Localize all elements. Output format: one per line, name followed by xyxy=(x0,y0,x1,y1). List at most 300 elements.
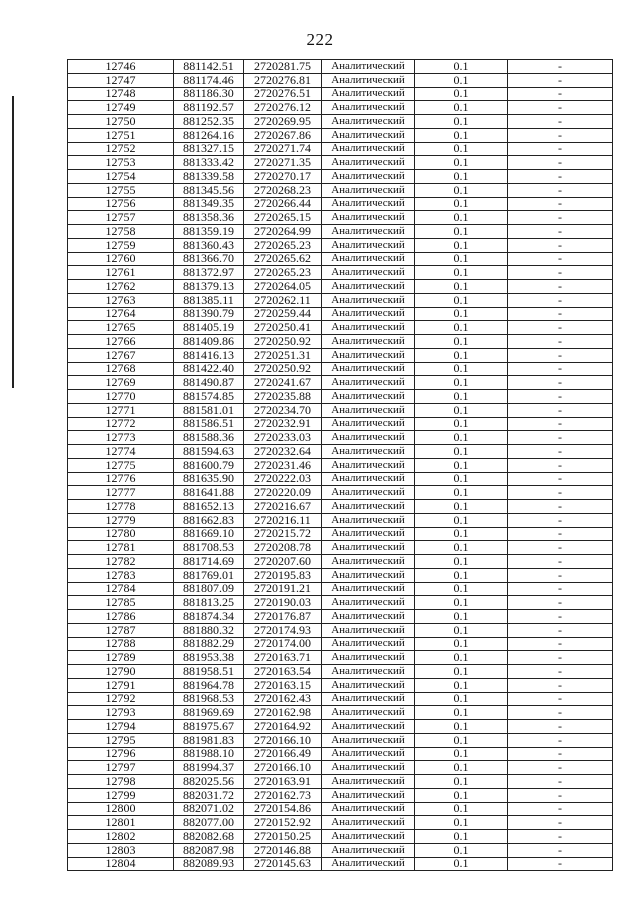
y-coordinate-cell: 2720250.41 xyxy=(244,321,322,335)
note-cell: - xyxy=(508,802,613,816)
method-cell: Аналитический xyxy=(322,843,415,857)
accuracy-cell: 0.1 xyxy=(415,252,508,266)
y-coordinate-cell: 2720234.70 xyxy=(244,403,322,417)
x-coordinate-cell: 881968.53 xyxy=(174,692,244,706)
point-number-cell: 12768 xyxy=(68,362,174,376)
y-coordinate-cell: 2720162.73 xyxy=(244,788,322,802)
note-cell: - xyxy=(508,527,613,541)
note-cell: - xyxy=(508,857,613,871)
method-cell: Аналитический xyxy=(322,431,415,445)
note-cell: - xyxy=(508,73,613,87)
method-cell: Аналитический xyxy=(322,403,415,417)
x-coordinate-cell: 882071.02 xyxy=(174,802,244,816)
point-number-cell: 12784 xyxy=(68,582,174,596)
point-number-cell: 12759 xyxy=(68,238,174,252)
table-row xyxy=(68,73,613,87)
x-coordinate-cell: 881366.70 xyxy=(174,252,244,266)
x-coordinate-cell: 881339.58 xyxy=(174,170,244,184)
method-cell: Аналитический xyxy=(322,458,415,472)
x-coordinate-cell: 881994.37 xyxy=(174,761,244,775)
y-coordinate-cell: 2720174.00 xyxy=(244,637,322,651)
table-row xyxy=(68,637,613,651)
x-coordinate-cell: 881594.63 xyxy=(174,445,244,459)
x-coordinate-cell: 881714.69 xyxy=(174,555,244,569)
point-number-cell: 12748 xyxy=(68,87,174,101)
note-cell: - xyxy=(508,252,613,266)
accuracy-cell: 0.1 xyxy=(415,321,508,335)
x-coordinate-cell: 881345.56 xyxy=(174,183,244,197)
method-cell: Аналитический xyxy=(322,775,415,789)
table-row xyxy=(68,775,613,789)
method-cell: Аналитический xyxy=(322,802,415,816)
point-number-cell: 12763 xyxy=(68,293,174,307)
y-coordinate-cell: 2720276.51 xyxy=(244,87,322,101)
accuracy-cell: 0.1 xyxy=(415,513,508,527)
table-row xyxy=(68,747,613,761)
y-coordinate-cell: 2720259.44 xyxy=(244,307,322,321)
accuracy-cell: 0.1 xyxy=(415,568,508,582)
note-cell: - xyxy=(508,403,613,417)
y-coordinate-cell: 2720264.05 xyxy=(244,280,322,294)
note-cell: - xyxy=(508,266,613,280)
note-cell: - xyxy=(508,843,613,857)
x-coordinate-cell: 881333.42 xyxy=(174,156,244,170)
y-coordinate-cell: 2720174.93 xyxy=(244,623,322,637)
point-number-cell: 12766 xyxy=(68,335,174,349)
accuracy-cell: 0.1 xyxy=(415,610,508,624)
x-coordinate-cell: 881490.87 xyxy=(174,376,244,390)
method-cell: Аналитический xyxy=(322,183,415,197)
point-number-cell: 12797 xyxy=(68,761,174,775)
point-number-cell: 12795 xyxy=(68,733,174,747)
table-row xyxy=(68,211,613,225)
x-coordinate-cell: 881192.57 xyxy=(174,101,244,115)
x-coordinate-cell: 881385.11 xyxy=(174,293,244,307)
point-number-cell: 12776 xyxy=(68,472,174,486)
point-number-cell: 12775 xyxy=(68,458,174,472)
method-cell: Аналитический xyxy=(322,73,415,87)
y-coordinate-cell: 2720216.67 xyxy=(244,500,322,514)
note-cell: - xyxy=(508,775,613,789)
table-row xyxy=(68,335,613,349)
table-row xyxy=(68,568,613,582)
method-cell: Аналитический xyxy=(322,720,415,734)
note-cell: - xyxy=(508,348,613,362)
accuracy-cell: 0.1 xyxy=(415,403,508,417)
x-coordinate-cell: 881409.86 xyxy=(174,335,244,349)
method-cell: Аналитический xyxy=(322,87,415,101)
note-cell: - xyxy=(508,431,613,445)
accuracy-cell: 0.1 xyxy=(415,720,508,734)
y-coordinate-cell: 2720265.62 xyxy=(244,252,322,266)
point-number-cell: 12762 xyxy=(68,280,174,294)
method-cell: Аналитический xyxy=(322,788,415,802)
table-row xyxy=(68,293,613,307)
table-body xyxy=(68,60,613,871)
point-number-cell: 12765 xyxy=(68,321,174,335)
method-cell: Аналитический xyxy=(322,555,415,569)
method-cell: Аналитический xyxy=(322,390,415,404)
accuracy-cell: 0.1 xyxy=(415,445,508,459)
table-row xyxy=(68,197,613,211)
y-coordinate-cell: 2720222.03 xyxy=(244,472,322,486)
y-coordinate-cell: 2720235.88 xyxy=(244,390,322,404)
y-coordinate-cell: 2720281.75 xyxy=(244,60,322,74)
note-cell: - xyxy=(508,238,613,252)
x-coordinate-cell: 881358.36 xyxy=(174,211,244,225)
accuracy-cell: 0.1 xyxy=(415,266,508,280)
y-coordinate-cell: 2720231.46 xyxy=(244,458,322,472)
note-cell: - xyxy=(508,541,613,555)
note-cell: - xyxy=(508,280,613,294)
note-cell: - xyxy=(508,472,613,486)
table-row xyxy=(68,128,613,142)
note-cell: - xyxy=(508,692,613,706)
point-number-cell: 12800 xyxy=(68,802,174,816)
method-cell: Аналитический xyxy=(322,211,415,225)
coordinates-table xyxy=(67,59,613,871)
method-cell: Аналитический xyxy=(322,280,415,294)
method-cell: Аналитический xyxy=(322,170,415,184)
accuracy-cell: 0.1 xyxy=(415,596,508,610)
table-row xyxy=(68,720,613,734)
point-number-cell: 12778 xyxy=(68,500,174,514)
point-number-cell: 12769 xyxy=(68,376,174,390)
method-cell: Аналитический xyxy=(322,761,415,775)
x-coordinate-cell: 881586.51 xyxy=(174,417,244,431)
method-cell: Аналитический xyxy=(322,692,415,706)
page-number: 222 xyxy=(306,30,334,49)
table-row xyxy=(68,582,613,596)
method-cell: Аналитический xyxy=(322,142,415,156)
point-number-cell: 12794 xyxy=(68,720,174,734)
point-number-cell: 12760 xyxy=(68,252,174,266)
x-coordinate-cell: 881880.32 xyxy=(174,623,244,637)
table-row xyxy=(68,170,613,184)
method-cell: Аналитический xyxy=(322,706,415,720)
point-number-cell: 12761 xyxy=(68,266,174,280)
note-cell: - xyxy=(508,761,613,775)
y-coordinate-cell: 2720276.12 xyxy=(244,101,322,115)
y-coordinate-cell: 2720232.64 xyxy=(244,445,322,459)
accuracy-cell: 0.1 xyxy=(415,101,508,115)
y-coordinate-cell: 2720267.86 xyxy=(244,128,322,142)
y-coordinate-cell: 2720146.88 xyxy=(244,843,322,857)
y-coordinate-cell: 2720166.10 xyxy=(244,733,322,747)
x-coordinate-cell: 881581.01 xyxy=(174,403,244,417)
point-number-cell: 12764 xyxy=(68,307,174,321)
note-cell: - xyxy=(508,830,613,844)
y-coordinate-cell: 2720276.81 xyxy=(244,73,322,87)
method-cell: Аналитический xyxy=(322,445,415,459)
accuracy-cell: 0.1 xyxy=(415,623,508,637)
point-number-cell: 12746 xyxy=(68,60,174,74)
point-number-cell: 12752 xyxy=(68,142,174,156)
method-cell: Аналитический xyxy=(322,60,415,74)
x-coordinate-cell: 881252.35 xyxy=(174,115,244,129)
accuracy-cell: 0.1 xyxy=(415,170,508,184)
accuracy-cell: 0.1 xyxy=(415,115,508,129)
y-coordinate-cell: 2720271.35 xyxy=(244,156,322,170)
point-number-cell: 12803 xyxy=(68,843,174,857)
note-cell: - xyxy=(508,362,613,376)
note-cell: - xyxy=(508,101,613,115)
table-row xyxy=(68,307,613,321)
table-row xyxy=(68,733,613,747)
method-cell: Аналитический xyxy=(322,582,415,596)
accuracy-cell: 0.1 xyxy=(415,128,508,142)
x-coordinate-cell: 881600.79 xyxy=(174,458,244,472)
note-cell: - xyxy=(508,307,613,321)
point-number-cell: 12767 xyxy=(68,348,174,362)
table-row xyxy=(68,816,613,830)
table-row xyxy=(68,802,613,816)
x-coordinate-cell: 881588.36 xyxy=(174,431,244,445)
note-cell: - xyxy=(508,788,613,802)
accuracy-cell: 0.1 xyxy=(415,541,508,555)
method-cell: Аналитический xyxy=(322,513,415,527)
x-coordinate-cell: 881327.15 xyxy=(174,142,244,156)
y-coordinate-cell: 2720150.25 xyxy=(244,830,322,844)
accuracy-cell: 0.1 xyxy=(415,73,508,87)
accuracy-cell: 0.1 xyxy=(415,197,508,211)
x-coordinate-cell: 881769.01 xyxy=(174,568,244,582)
x-coordinate-cell: 881422.40 xyxy=(174,362,244,376)
note-cell: - xyxy=(508,417,613,431)
note-cell: - xyxy=(508,596,613,610)
x-coordinate-cell: 882031.72 xyxy=(174,788,244,802)
point-number-cell: 12796 xyxy=(68,747,174,761)
table-row xyxy=(68,156,613,170)
point-number-cell: 12749 xyxy=(68,101,174,115)
x-coordinate-cell: 881349.35 xyxy=(174,197,244,211)
x-coordinate-cell: 881416.13 xyxy=(174,348,244,362)
point-number-cell: 12781 xyxy=(68,541,174,555)
x-coordinate-cell: 881708.53 xyxy=(174,541,244,555)
table-row xyxy=(68,692,613,706)
table-row xyxy=(68,472,613,486)
table-row xyxy=(68,403,613,417)
accuracy-cell: 0.1 xyxy=(415,555,508,569)
accuracy-cell: 0.1 xyxy=(415,417,508,431)
y-coordinate-cell: 2720251.31 xyxy=(244,348,322,362)
table-row xyxy=(68,362,613,376)
method-cell: Аналитический xyxy=(322,733,415,747)
y-coordinate-cell: 2720216.11 xyxy=(244,513,322,527)
y-coordinate-cell: 2720195.83 xyxy=(244,568,322,582)
method-cell: Аналитический xyxy=(322,376,415,390)
accuracy-cell: 0.1 xyxy=(415,307,508,321)
point-number-cell: 12780 xyxy=(68,527,174,541)
y-coordinate-cell: 2720215.72 xyxy=(244,527,322,541)
method-cell: Аналитический xyxy=(322,321,415,335)
x-coordinate-cell: 881264.16 xyxy=(174,128,244,142)
table-row xyxy=(68,706,613,720)
table-row xyxy=(68,417,613,431)
accuracy-cell: 0.1 xyxy=(415,651,508,665)
point-number-cell: 12771 xyxy=(68,403,174,417)
point-number-cell: 12751 xyxy=(68,128,174,142)
accuracy-cell: 0.1 xyxy=(415,665,508,679)
note-cell: - xyxy=(508,651,613,665)
note-cell: - xyxy=(508,582,613,596)
x-coordinate-cell: 881981.83 xyxy=(174,733,244,747)
y-coordinate-cell: 2720166.49 xyxy=(244,747,322,761)
x-coordinate-cell: 881964.78 xyxy=(174,678,244,692)
point-number-cell: 12782 xyxy=(68,555,174,569)
table-row xyxy=(68,87,613,101)
method-cell: Аналитический xyxy=(322,156,415,170)
y-coordinate-cell: 2720262.11 xyxy=(244,293,322,307)
x-coordinate-cell: 881574.85 xyxy=(174,390,244,404)
method-cell: Аналитический xyxy=(322,101,415,115)
note-cell: - xyxy=(508,623,613,637)
table-row xyxy=(68,843,613,857)
note-cell: - xyxy=(508,486,613,500)
accuracy-cell: 0.1 xyxy=(415,156,508,170)
table-row xyxy=(68,788,613,802)
table-row xyxy=(68,431,613,445)
table-row xyxy=(68,555,613,569)
method-cell: Аналитический xyxy=(322,623,415,637)
accuracy-cell: 0.1 xyxy=(415,843,508,857)
point-number-cell: 12779 xyxy=(68,513,174,527)
table-row xyxy=(68,266,613,280)
note-cell: - xyxy=(508,720,613,734)
x-coordinate-cell: 881360.43 xyxy=(174,238,244,252)
y-coordinate-cell: 2720190.03 xyxy=(244,596,322,610)
y-coordinate-cell: 2720270.17 xyxy=(244,170,322,184)
table-row xyxy=(68,183,613,197)
table-row xyxy=(68,280,613,294)
x-coordinate-cell: 881958.51 xyxy=(174,665,244,679)
note-cell: - xyxy=(508,142,613,156)
method-cell: Аналитический xyxy=(322,857,415,871)
table-row xyxy=(68,238,613,252)
point-number-cell: 12785 xyxy=(68,596,174,610)
method-cell: Аналитический xyxy=(322,115,415,129)
point-number-cell: 12770 xyxy=(68,390,174,404)
accuracy-cell: 0.1 xyxy=(415,87,508,101)
note-cell: - xyxy=(508,197,613,211)
point-number-cell: 12756 xyxy=(68,197,174,211)
method-cell: Аналитический xyxy=(322,541,415,555)
x-coordinate-cell: 881186.30 xyxy=(174,87,244,101)
y-coordinate-cell: 2720232.91 xyxy=(244,417,322,431)
accuracy-cell: 0.1 xyxy=(415,486,508,500)
x-coordinate-cell: 881662.83 xyxy=(174,513,244,527)
note-cell: - xyxy=(508,610,613,624)
accuracy-cell: 0.1 xyxy=(415,431,508,445)
note-cell: - xyxy=(508,335,613,349)
x-coordinate-cell: 881635.90 xyxy=(174,472,244,486)
x-coordinate-cell: 881988.10 xyxy=(174,747,244,761)
table-row xyxy=(68,376,613,390)
table-row xyxy=(68,252,613,266)
y-coordinate-cell: 2720162.43 xyxy=(244,692,322,706)
x-coordinate-cell: 881390.79 xyxy=(174,307,244,321)
method-cell: Аналитический xyxy=(322,266,415,280)
y-coordinate-cell: 2720154.86 xyxy=(244,802,322,816)
point-number-cell: 12790 xyxy=(68,665,174,679)
note-cell: - xyxy=(508,747,613,761)
accuracy-cell: 0.1 xyxy=(415,225,508,239)
y-coordinate-cell: 2720164.92 xyxy=(244,720,322,734)
point-number-cell: 12801 xyxy=(68,816,174,830)
note-cell: - xyxy=(508,445,613,459)
method-cell: Аналитический xyxy=(322,417,415,431)
y-coordinate-cell: 2720191.21 xyxy=(244,582,322,596)
accuracy-cell: 0.1 xyxy=(415,238,508,252)
y-coordinate-cell: 2720152.92 xyxy=(244,816,322,830)
point-number-cell: 12753 xyxy=(68,156,174,170)
point-number-cell: 12758 xyxy=(68,225,174,239)
method-cell: Аналитический xyxy=(322,651,415,665)
x-coordinate-cell: 881975.67 xyxy=(174,720,244,734)
method-cell: Аналитический xyxy=(322,610,415,624)
accuracy-cell: 0.1 xyxy=(415,692,508,706)
table-row xyxy=(68,830,613,844)
method-cell: Аналитический xyxy=(322,225,415,239)
accuracy-cell: 0.1 xyxy=(415,747,508,761)
x-coordinate-cell: 882082.68 xyxy=(174,830,244,844)
point-number-cell: 12787 xyxy=(68,623,174,637)
point-number-cell: 12786 xyxy=(68,610,174,624)
y-coordinate-cell: 2720264.99 xyxy=(244,225,322,239)
accuracy-cell: 0.1 xyxy=(415,637,508,651)
accuracy-cell: 0.1 xyxy=(415,142,508,156)
accuracy-cell: 0.1 xyxy=(415,293,508,307)
note-cell: - xyxy=(508,568,613,582)
accuracy-cell: 0.1 xyxy=(415,775,508,789)
y-coordinate-cell: 2720250.92 xyxy=(244,335,322,349)
method-cell: Аналитический xyxy=(322,568,415,582)
accuracy-cell: 0.1 xyxy=(415,472,508,486)
point-number-cell: 12754 xyxy=(68,170,174,184)
method-cell: Аналитический xyxy=(322,747,415,761)
accuracy-cell: 0.1 xyxy=(415,788,508,802)
x-coordinate-cell: 881969.69 xyxy=(174,706,244,720)
table-row xyxy=(68,445,613,459)
y-coordinate-cell: 2720233.03 xyxy=(244,431,322,445)
method-cell: Аналитический xyxy=(322,307,415,321)
x-coordinate-cell: 881874.34 xyxy=(174,610,244,624)
table-row xyxy=(68,513,613,527)
x-coordinate-cell: 882077.00 xyxy=(174,816,244,830)
table-row xyxy=(68,527,613,541)
y-coordinate-cell: 2720265.23 xyxy=(244,266,322,280)
accuracy-cell: 0.1 xyxy=(415,706,508,720)
point-number-cell: 12774 xyxy=(68,445,174,459)
note-cell: - xyxy=(508,170,613,184)
table-row xyxy=(68,761,613,775)
accuracy-cell: 0.1 xyxy=(415,816,508,830)
method-cell: Аналитический xyxy=(322,527,415,541)
method-cell: Аналитический xyxy=(322,362,415,376)
table-row xyxy=(68,500,613,514)
y-coordinate-cell: 2720220.09 xyxy=(244,486,322,500)
accuracy-cell: 0.1 xyxy=(415,733,508,747)
note-cell: - xyxy=(508,128,613,142)
method-cell: Аналитический xyxy=(322,500,415,514)
accuracy-cell: 0.1 xyxy=(415,211,508,225)
point-number-cell: 12789 xyxy=(68,651,174,665)
method-cell: Аналитический xyxy=(322,665,415,679)
note-cell: - xyxy=(508,706,613,720)
point-number-cell: 12757 xyxy=(68,211,174,225)
table-row xyxy=(68,610,613,624)
note-cell: - xyxy=(508,637,613,651)
